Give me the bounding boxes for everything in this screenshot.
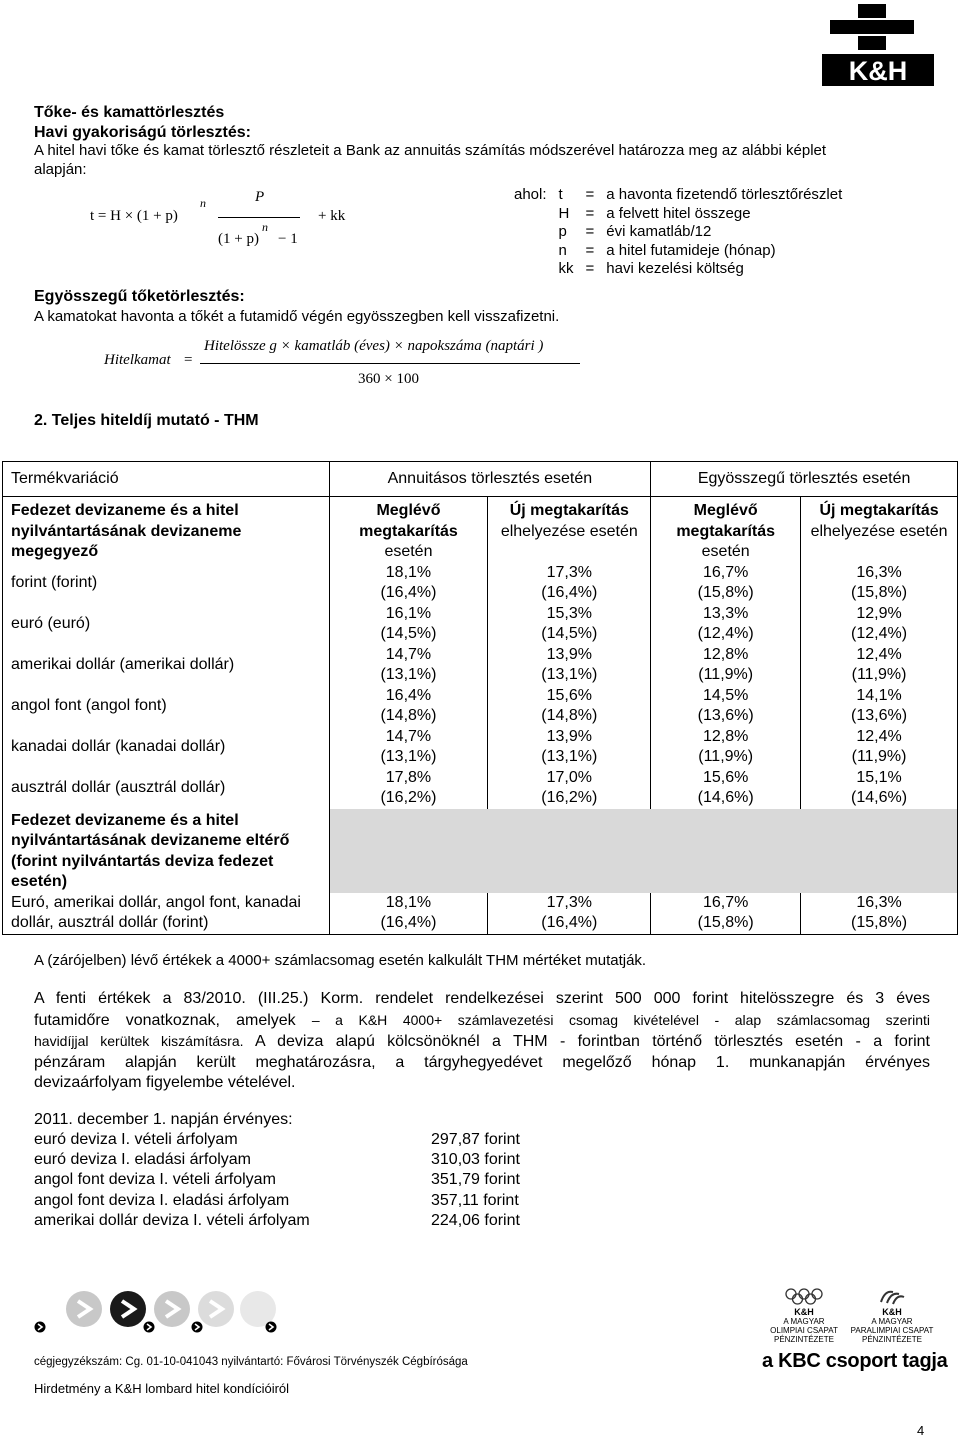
rate-cell: 13,9% (13,1%) [488,727,651,768]
rate-item [34,1211,520,1231]
formula-exp-1: n [200,196,206,210]
kh-logo [822,4,934,86]
rate-label: euró deviza I. vételi árfolyam [34,1131,238,1148]
group2-cell: 17,3% (16,4%) [488,893,651,935]
rate-item [34,1150,520,1170]
subheader-existing-annuity: Meglévő megtakarítás esetén [329,497,488,563]
document-title: Hirdetmény a K&H lombard hitel kondícióiról [34,1381,290,1396]
formula-exp-2: n [262,220,268,234]
rate-value: 297,87 forint [431,1131,520,1148]
rate-cell: 12,8% (11,9%) [651,727,801,768]
section-title: Tőke- és kamattörlesztés [34,104,225,121]
header-lump: Egyösszegű törlesztés esetén [651,462,958,497]
group2-gray-cell [329,809,957,893]
formula-lhs: t = H × (1 + p) [90,208,178,224]
group1-label: Fedezet devizaneme és a hitel nyilvántartásának devizaneme megegyező [3,497,330,563]
table-row [3,645,958,686]
logo-text: K&H [848,56,908,86]
rate-value: 357,11 forint [431,1191,519,1209]
page-number: 4 [917,1423,925,1438]
rate-item [34,1130,520,1150]
header-annuity: Annuitásos törlesztés esetén [329,462,651,497]
registry-text: cégjegyzékszám: Cg. 01-10-041043 nyilvántartó: Fővárosi Törvényszék Cégbírósága [34,1356,468,1368]
row-label: ausztrál dollár (ausztrál dollár) [3,768,330,809]
thm-table [2,461,958,935]
rate-cell: 12,4% (11,9%) [851,727,907,765]
table-row [3,727,958,768]
group2-cell: 16,3% (15,8%) [851,893,908,931]
header-product: Termékvariáció [3,462,330,497]
row-label: forint (forint) [3,563,330,604]
formula-numerator: P [255,189,265,205]
fraction-bar [218,217,300,218]
subheader-existing-lump: Meglévő megtakarítás esetén [651,497,801,563]
annuity-formula [90,186,450,276]
rate-value: 351,79 forint [431,1171,520,1189]
rate-cell: 17,0% (16,2%) [488,768,651,809]
row-label: amerikai dollár (amerikai dollár) [3,645,330,686]
intro-text: A hitel havi tőke és kamat törlesztő részleteit a Bank az annuitás számítás módszerével határozza meg az alábbi képlet alapján: [34,142,827,178]
rate-cell: 15,6% (14,6%) [651,768,801,809]
group2-row-label: Euró, amerikai dollár, angol font, kanadai dollár, ausztrál dollár (forint) [3,893,330,935]
interest-eq: = [184,352,193,368]
rate-cell: 16,4% (14,8%) [329,686,488,727]
rate-cell: 17,8% (16,2%) [329,768,488,809]
rate-cell: 18,1% (16,4%) [329,563,488,604]
where-label: ahol: [514,186,547,203]
rate-label: euró deviza I. eladási árfolyam [34,1151,251,1169]
subsection-title: Havi gyakoriságú törlesztés: [34,124,251,141]
rate-cell: 12,4% (11,9%) [851,645,907,683]
subheader-new-lump: Új megtakarítás elhelyezése esetén [810,502,948,540]
kbc-group-text: a KBC csoport tagja [762,1350,948,1372]
group2-label: Fedezet devizaneme és a hitel nyilvántartásának devizaneme eltérő (forint nyilvántartás deviza fedezet esetén) [3,809,330,893]
rate-cell: 14,7% (13,1%) [329,645,488,686]
rate-label: amerikai dollár deviza I. vételi árfolyam [34,1211,310,1229]
rate-cell: 12,8% (11,9%) [651,645,801,686]
formula-plus: + kk [318,208,346,224]
lump-sum-text: A kamatokat havonta a tőkét a futamidő végén egyösszegben kell visszafizetni. [34,308,560,325]
rate-cell: 12,9% (12,4%) [851,604,908,642]
table-row [3,563,958,604]
rate-value: 224,06 forint [431,1211,520,1229]
formula-denominator: (1 + p) [218,231,259,247]
row-label: euró (euró) [3,604,330,645]
rate-cell: 16,1% (14,5%) [329,604,488,645]
rate-cell: 16,7% (15,8%) [651,563,801,604]
legal-paragraph: A fenti értékek a 83/2010. (III.25.) Korm. rendelet rendelkezései szerint 500 000 forint hitelösszegre és 3 éves futamidőre vonatkoznak, amelyek – a K&H 4000+ számlavezetési csomag kivételével - alap számlacsomag szerinti havidíjjal kerültek kiszámításra. A deviza alapú kölcsönöknél a THM - forintban történő törlesztés esetén - a forint pénzáram alapján került meghatározásra, a tárgyhegyedévet megelőző hónap 1. munkanapján érvényes devizaárfolyam figyelembe vételével. [34,990,931,1091]
interest-numerator: Hitelössze g × kamatláb (éves) × napokszáma (naptári ) [204,338,544,354]
rate-cell: 13,9% (13,1%) [488,645,651,686]
arrow-icon[interactable] [265,1320,277,1338]
nav-circles [58,1285,378,1345]
interest-lhs: Hitelkamat [104,352,171,368]
rate-cell: 14,5% (13,6%) [651,686,801,727]
paralympic-badge: K&H A MAGYAR PARALIMPIAI CSAPAT PÉNZINTÉZETE [850,1288,934,1344]
arrow-icon[interactable] [191,1320,203,1338]
rate-cell: 16,3% (15,8%) [851,563,908,601]
rates-title: 2011. december 1. napján érvényes: [34,1111,293,1128]
interest-fraction-bar [200,363,580,364]
arrow-icon[interactable] [143,1320,155,1338]
row-label: kanadai dollár (kanadai dollár) [3,727,330,768]
rate-cell: 15,6% (14,8%) [488,686,651,727]
table-note: A (zárójelben) lévő értékek a 4000+ számlacsomag esetén kalkulált THM mértéket mutatják. [34,952,647,969]
rate-cell: 17,3% (16,4%) [488,563,651,604]
rate-item [34,1191,519,1211]
paralympic-icon [877,1288,907,1306]
table-row [3,768,958,809]
rate-label: angol font deviza I. vételi árfolyam [34,1171,276,1189]
subheader-new-annuity: Új megtakarítás elhelyezése esetén [488,497,651,563]
table-row [3,686,958,727]
lump-sum-title: Egyösszegű tőketörlesztés: [34,288,245,305]
arrow-icon[interactable] [34,1320,46,1338]
formula-den-tail: − 1 [278,231,298,247]
table-row [3,604,958,645]
rate-cell: 14,7% (13,1%) [329,727,488,768]
group2-cell: 18,1% (16,4%) [329,893,488,935]
olympic-rings-icon [784,1288,824,1306]
formula-definitions: ahol: t = a havonta fizetendő törlesztőrészlet H = a felvett hitel összege p = évi kamatláb/12 n = a hitel futamideje (hónap) kk = havi kezelési költség [508,186,848,279]
row-label: angol font (angol font) [3,686,330,727]
rate-cell: 13,3% (12,4%) [651,604,801,645]
rate-cell: 15,1% (14,6%) [851,768,908,806]
rate-value: 310,03 forint [431,1151,520,1169]
rate-cell: 15,3% (14,5%) [488,604,651,645]
rate-cell: 14,1% (13,6%) [851,686,908,724]
section-2-title: 2. Teljes hiteldíj mutató - THM [34,412,259,429]
rates-list [34,1130,520,1231]
interest-denominator: 360 × 100 [358,371,419,387]
rate-label: angol font deviza I. eladási árfolyam [34,1191,290,1209]
interest-formula [104,334,604,394]
group2-cell: 16,7% (15,8%) [651,893,801,935]
olympic-badge: K&H A MAGYAR OLIMPIAI CSAPAT PÉNZINTÉZETE [762,1288,846,1344]
rate-item [34,1170,520,1190]
